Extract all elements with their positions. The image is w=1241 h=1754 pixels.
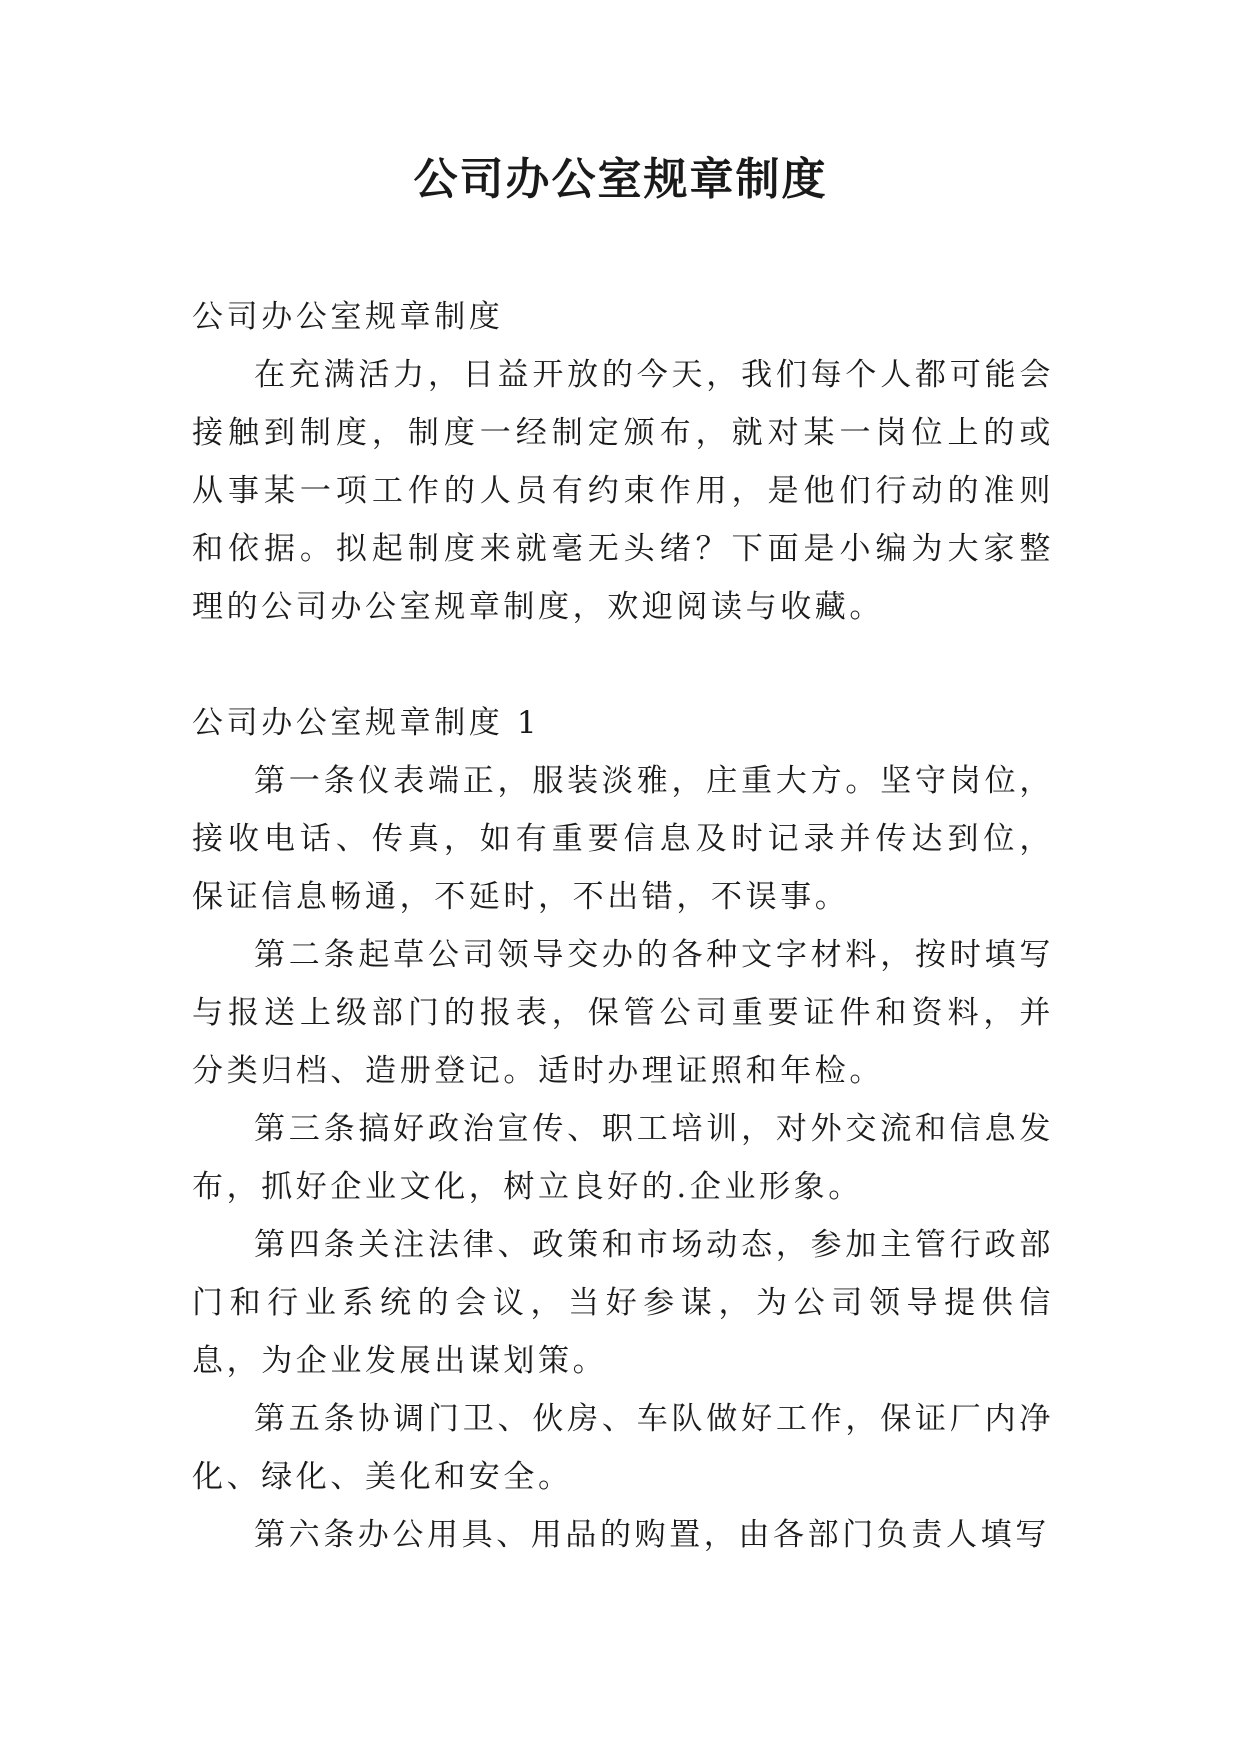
section-heading: 公司办公室规章制度 1 — [192, 705, 541, 741]
article-paragraph: 第一条仪表端正，服装淡雅，庄重大方。坚守岗位，接收电话、传真，如有重要信息及时记录并传达到位，保证信息畅通，不延时，不出错，不误事。 — [192, 763, 1054, 915]
article-paragraph: 第二条起草公司领导交办的各种文字材料，按时填写与报送上级部门的报表，保管公司重要证件和资料，并分类归档、造册登记。适时办理证照和年检。 — [192, 937, 1054, 1089]
intro-paragraph: 在充满活力，日益开放的今天，我们每个人都可能会接触到制度，制度一经制定颁布，就对某一岗位上的或从事某一项工作的人员有约束作用，是他们行动的准则和依据。拟起制度来就毫无头绪？下面是小编为大家整理的公司办公室规章制度，欢迎阅读与收藏。 — [192, 357, 1054, 625]
article-paragraph: 第四条关注法律、政策和市场动态，参加主管行政部门和行业系统的会议，当好参谋，为公司领导提供信息，为企业发展出谋划策。 — [192, 1227, 1054, 1379]
article-paragraph: 第五条协调门卫、伙房、车队做好工作，保证厂内净化、绿化、美化和安全。 — [192, 1401, 1054, 1495]
document-title: 公司办公室规章制度 — [413, 154, 828, 205]
intro-heading: 公司办公室规章制度 — [192, 299, 504, 335]
article-paragraph: 第六条办公用具、用品的购置，由各部门负责人填写 — [254, 1517, 1050, 1553]
article-paragraph: 第三条搞好政治宣传、职工培训，对外交流和信息发布，抓好企业文化，树立良好的.企业形象。 — [192, 1111, 1054, 1205]
section-spacer — [192, 636, 1054, 694]
document-body — [192, 288, 1054, 1564]
